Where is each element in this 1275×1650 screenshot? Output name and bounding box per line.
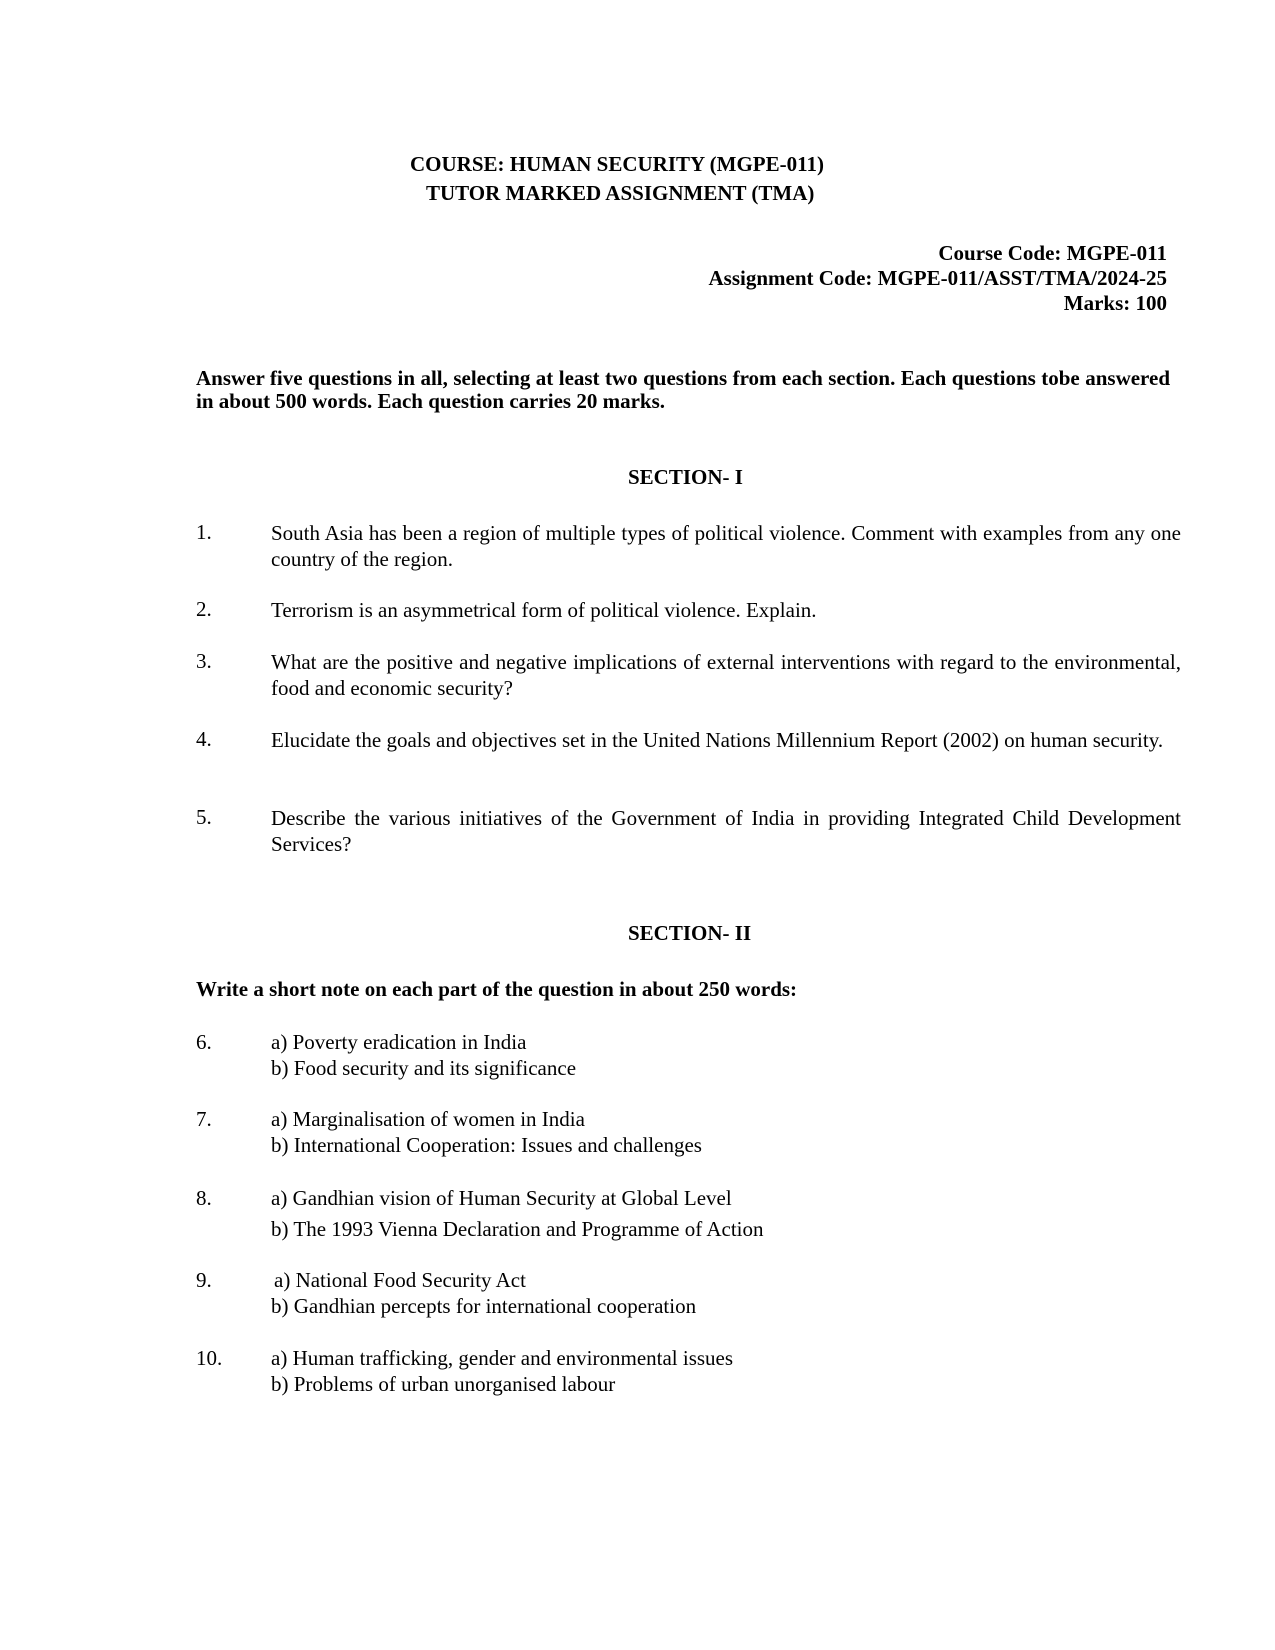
question-number: 1. bbox=[196, 520, 212, 544]
question-number: 9. bbox=[196, 1268, 212, 1292]
question-number: 4. bbox=[196, 727, 212, 751]
section-2-title: SECTION- II bbox=[628, 921, 752, 945]
instructions: Answer five questions in all, selecting at least two questions from each section. Each questions tobe answered in about 500 words. Each question carries 20 marks. bbox=[196, 366, 1170, 413]
question-text: South Asia has been a region of multiple types of political violence. Comment with examples from any one country of the region. bbox=[271, 521, 1181, 571]
question-part-a: a) Marginalisation of women in India bbox=[271, 1107, 585, 1131]
question-number: 10. bbox=[196, 1346, 223, 1370]
question-number: 3. bbox=[196, 649, 212, 673]
question-number: 8. bbox=[196, 1186, 212, 1210]
question-text: What are the positive and negative implications of external interventions with regard to the environmental, food and economic security? bbox=[271, 650, 1181, 700]
question-part-b: b) Gandhian percepts for international cooperation bbox=[271, 1294, 697, 1318]
question-number: 7. bbox=[196, 1107, 212, 1131]
marks: Marks: 100 bbox=[1063, 291, 1167, 315]
question-part-a: a) Gandhian vision of Human Security at Global Level bbox=[271, 1186, 732, 1210]
assignment-title: TUTOR MARKED ASSIGNMENT (TMA) bbox=[426, 181, 815, 205]
question-number: 6. bbox=[196, 1030, 212, 1054]
question-part-b: b) Food security and its significance bbox=[271, 1056, 577, 1080]
question-text: Elucidate the goals and objectives set in the United Nations Millennium Report (2002) on human security. bbox=[271, 728, 1164, 752]
assignment-code: Assignment Code: MGPE-011/ASST/TMA/2024-25 bbox=[708, 266, 1167, 290]
question-part-b: b) International Cooperation: Issues and challenges bbox=[271, 1133, 702, 1157]
question-part-a: a) National Food Security Act bbox=[274, 1268, 526, 1292]
question-number: 5. bbox=[196, 805, 212, 829]
question-text: Describe the various initiatives of the Government of India in providing Integrated Child Development Services? bbox=[271, 806, 1181, 856]
question-part-a: a) Human trafficking, gender and environmental issues bbox=[271, 1346, 734, 1370]
section-1-title: SECTION- I bbox=[628, 465, 743, 489]
question-number: 2. bbox=[196, 597, 212, 621]
question-part-b: b) Problems of urban unorganised labour bbox=[271, 1372, 616, 1396]
question-part-b: b) The 1993 Vienna Declaration and Programme of Action bbox=[271, 1217, 764, 1241]
section-2-instruction: Write a short note on each part of the question in about 250 words: bbox=[196, 977, 798, 1001]
question-text: Terrorism is an asymmetrical form of political violence. Explain. bbox=[271, 598, 817, 622]
question-part-a: a) Poverty eradication in India bbox=[271, 1030, 527, 1054]
course-title: COURSE: HUMAN SECURITY (MGPE-011) bbox=[410, 152, 824, 176]
course-code: Course Code: MGPE-011 bbox=[938, 241, 1167, 265]
